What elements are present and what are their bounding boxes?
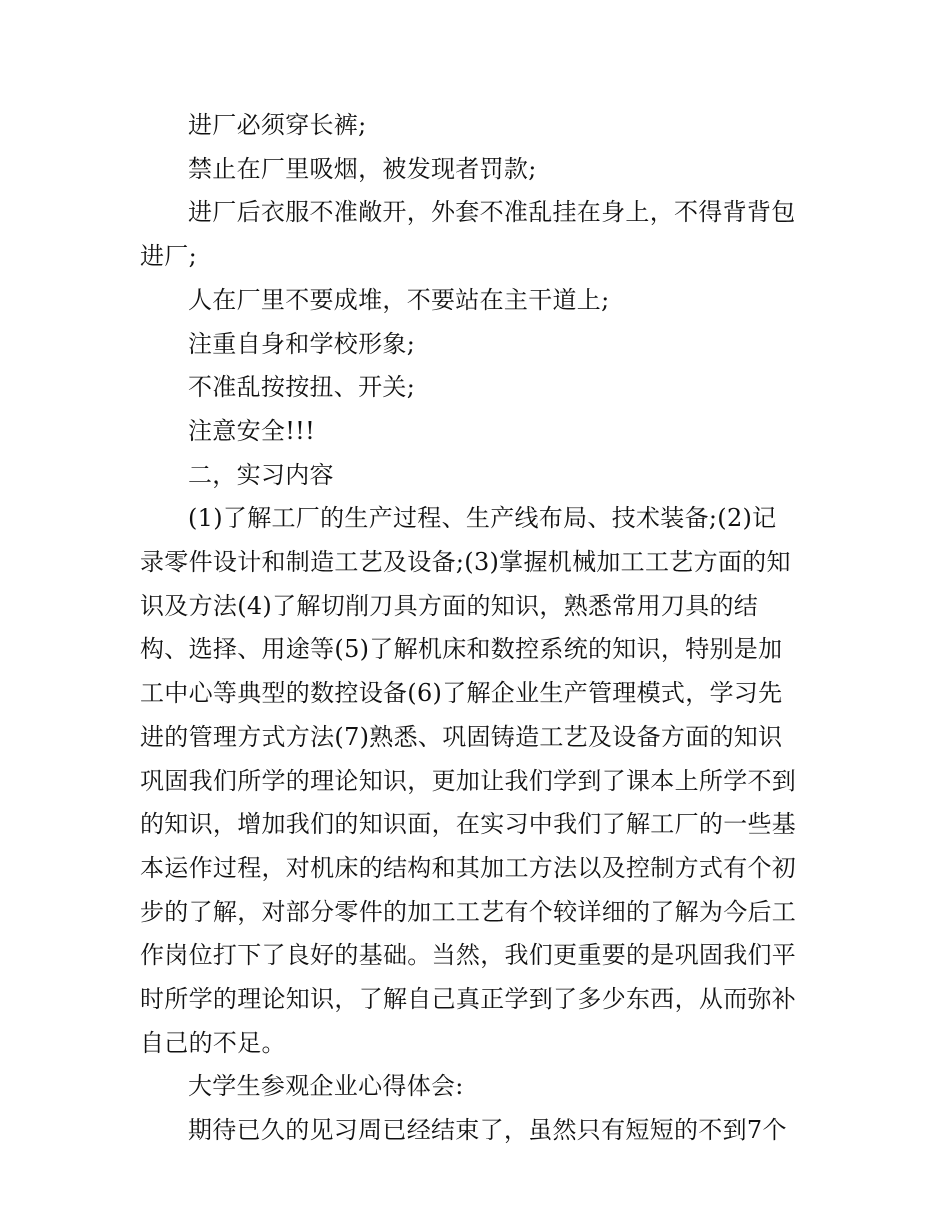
- text-line: 自己的不足。: [140, 1028, 286, 1057]
- text-line: 的知识，增加我们的知识面，在实习中我们了解工厂的一些基: [140, 810, 797, 839]
- text-line: 期待已久的见习周已经结束了，虽然只有短短的不到7个: [188, 1116, 787, 1145]
- text-line: 录零件设计和制造工艺及设备;(3)掌握机械加工工艺方面的知: [140, 548, 791, 577]
- text-line: 时所学的理论知识，了解自己真正学到了多少东西，从而弥补: [140, 985, 797, 1014]
- text-line: 进厂后衣服不准敞开，外套不准乱挂在身上，不得背背包: [188, 198, 796, 227]
- text-line: 进厂;: [140, 242, 197, 271]
- text-line: 工中心等典型的数控设备(6)了解企业生产管理模式，学习先: [140, 679, 783, 708]
- text-line: 进的管理方式方法(7)熟悉、巩固铸造工艺及设备方面的知识: [140, 722, 783, 751]
- text-line: 识及方法(4)了解切削刀具方面的知识，熟悉常用刀具的结: [140, 591, 759, 620]
- text-line: 人在厂里不要成堆，不要站在主干道上;: [188, 285, 610, 314]
- text-line: 二，实习内容: [188, 460, 334, 489]
- text-line: 构、选择、用途等(5)了解机床和数控系统的知识，特别是加: [140, 635, 783, 664]
- text-line: 不准乱按按扭、开关;: [188, 373, 416, 402]
- text-line: 步的了解，对部分零件的加工工艺有个较详细的了解为今后工: [140, 897, 797, 926]
- text-line: 禁止在厂里吸烟，被发现者罚款;: [188, 154, 537, 183]
- text-line: 巩固我们所学的理论知识，更加让我们学到了课本上所学不到: [140, 766, 797, 795]
- text-line: (1)了解工厂的生产过程、生产线布局、技术装备;(2)记: [188, 504, 777, 533]
- text-line: 注重自身和学校形象;: [188, 329, 416, 358]
- text-line: 本运作过程，对机床的结构和其加工方法以及控制方式有个初: [140, 853, 797, 882]
- document-body: [140, 104, 820, 1153]
- text-line: 注意安全!!!: [188, 416, 316, 445]
- document-page: [140, 104, 820, 1153]
- text-line: 进厂必须穿长裤;: [188, 111, 367, 139]
- text-line: 作岗位打下了良好的基础。当然，我们更重要的是巩固我们平: [140, 941, 797, 970]
- text-line: 大学生参观企业心得体会:: [188, 1072, 464, 1101]
